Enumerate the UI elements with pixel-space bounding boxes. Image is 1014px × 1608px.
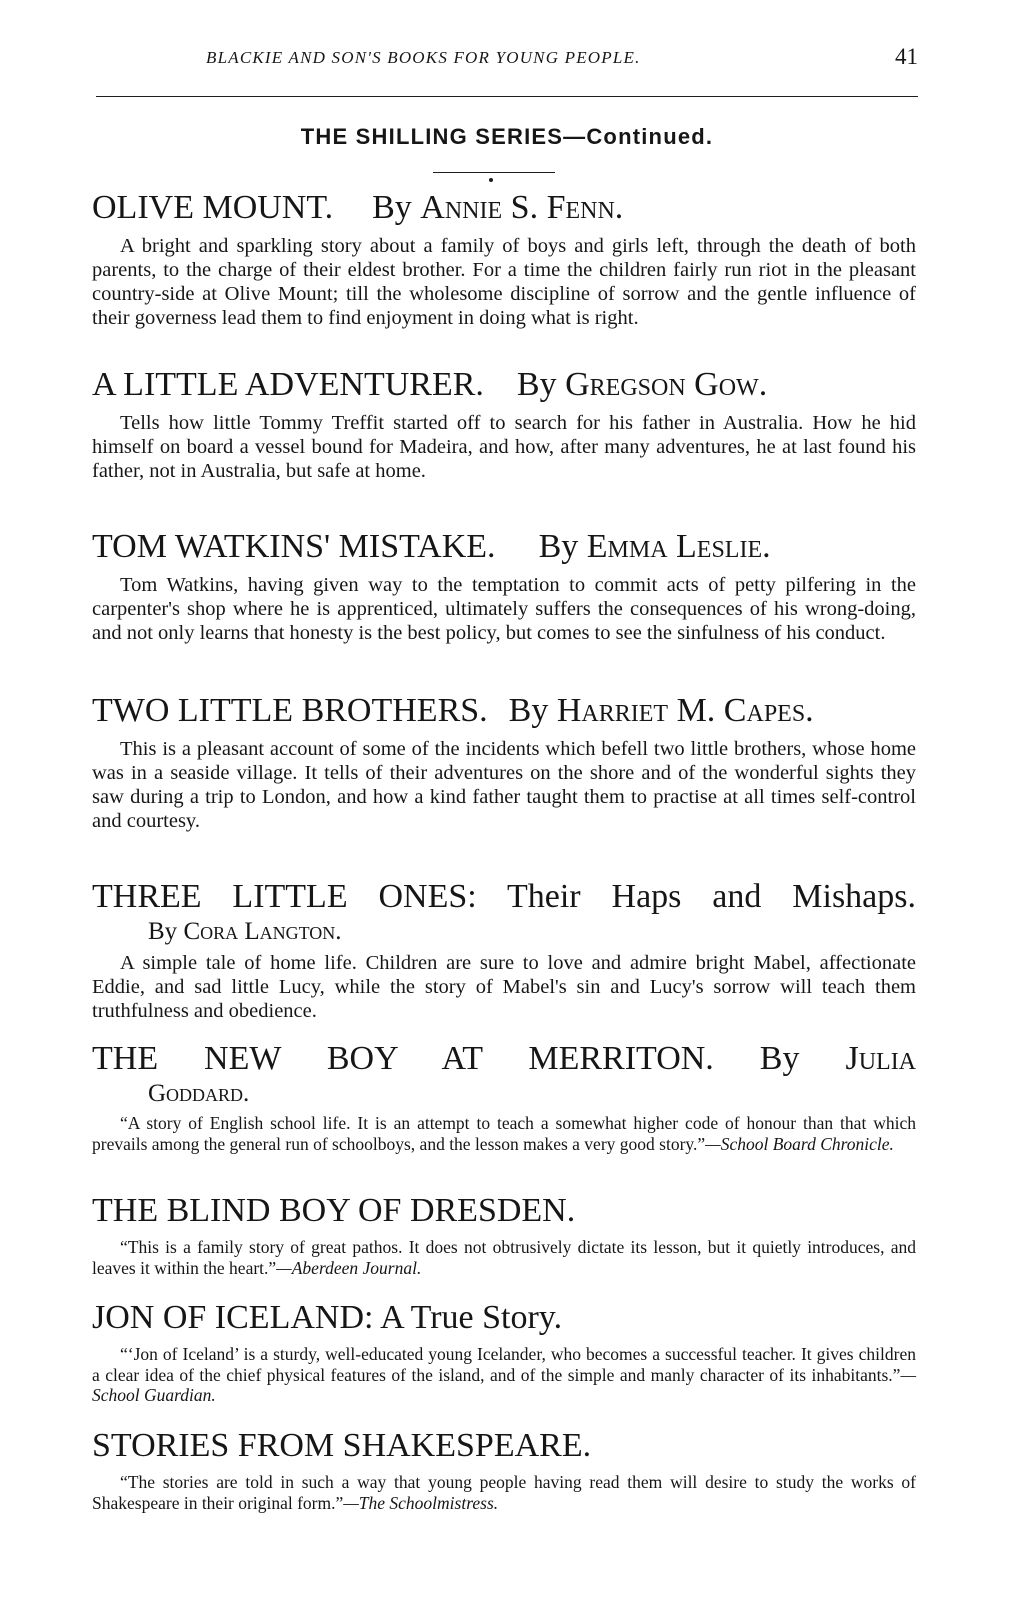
book-title: THE NEW BOY AT MERRITON.	[92, 1040, 714, 1077]
entry-two-little-brothers	[92, 690, 916, 833]
review-source: —School Board Chronicle.	[705, 1133, 894, 1154]
entry-title-line	[92, 1038, 916, 1080]
by-word: By	[372, 189, 412, 226]
book-author: Emma Leslie.	[586, 528, 771, 565]
entry-title-line	[92, 690, 916, 732]
entry-title-line	[92, 876, 916, 918]
review-source: —School Guardian.	[92, 1364, 916, 1405]
by-line	[92, 918, 916, 946]
running-head	[96, 46, 918, 76]
book-author: Cora Langton.	[183, 918, 342, 945]
page-number: 41	[895, 44, 918, 69]
entry-title-line	[92, 364, 916, 406]
press-review	[92, 1237, 916, 1278]
entry-olive-mount	[92, 187, 916, 330]
book-description: A simple tale of home life. Children are sure to love and admire bright Mabel, affectionate Eddie, and sad little Lucy, while the story of Mabel's sin and Lucy's sorrow will teach them truthfulness and obedience.	[92, 952, 916, 1022]
by-word: By	[516, 366, 557, 403]
entry-three-little-ones	[92, 876, 916, 1023]
entry-stories-from-shakespeare	[92, 1425, 916, 1513]
book-subtitle: Their Haps and Mishaps.	[507, 878, 916, 915]
press-review	[92, 1344, 916, 1406]
book-author: Harriet M. Capes.	[556, 692, 814, 729]
book-title: JON OF ICELAND:	[92, 1299, 374, 1336]
entry-title-line	[92, 187, 916, 229]
by-word: By	[508, 692, 549, 729]
by-word: By	[148, 918, 178, 945]
ornament-rule	[433, 172, 555, 173]
by-word: By	[759, 1040, 800, 1077]
book-title: TOM WATKINS' MISTAKE.	[92, 528, 496, 565]
book-author-first: Julia	[845, 1040, 917, 1077]
by-word: By	[538, 528, 579, 565]
book-subtitle: A True Story.	[380, 1299, 563, 1336]
press-review	[92, 1472, 916, 1513]
entry-title-line	[92, 526, 916, 568]
book-description: This is a pleasant account of some of the incidents which befell two little brothers, whose home was in a seaside village. It tells of their adventures on the shore and of the wonderful sights they saw during a trip to London, and how a kind father taught them to practise at all times self-control and courtesy.	[92, 738, 916, 832]
review-quote: “The stories are told in such a way that young people having read them will desire to study the works of Shakespeare in their original form.”	[92, 1472, 916, 1513]
book-title: STORIES FROM SHAKESPEARE.	[92, 1427, 592, 1464]
book-author: Annie S. Fenn.	[420, 189, 624, 226]
book-author-last: Goddard.	[148, 1080, 250, 1107]
review-quote: “This is a family story of great pathos. It does not obtrusively dictate its lesson, but it quietly introduces, and leaves it within the heart.”	[92, 1237, 916, 1278]
book-description: Tom Watkins, having given way to the temptation to commit acts of petty pilfering in the carpenter's shop where he is apprenticed, ultimately suffers the consequences of his wrong-doing, and not only learns that honesty is the best policy, but comes to see the sinfulness of his conduct.	[92, 574, 916, 644]
book-title: A LITTLE ADVENTURER.	[92, 366, 484, 403]
entry-tom-watkins-mistake	[92, 526, 916, 645]
running-head-title: BLACKIE AND SON'S BOOKS FOR YOUNG PEOPLE.	[206, 48, 641, 67]
book-title: THREE LITTLE ONES:	[92, 878, 477, 915]
entry-title-line	[92, 1297, 916, 1339]
book-title: OLIVE MOUNT.	[92, 189, 334, 226]
ornament-dot	[489, 178, 493, 182]
book-author: Gregson Gow.	[565, 366, 768, 403]
review-source: —Aberdeen Journal.	[276, 1257, 422, 1278]
series-heading: THE SHILLING SERIES—Continued.	[300, 124, 714, 149]
by-line	[92, 1080, 916, 1108]
press-review	[92, 1113, 916, 1154]
book-title: THE BLIND BOY OF DRESDEN.	[92, 1192, 576, 1229]
book-description: Tells how little Tommy Treffit started off to search for his father in Australia. How he hid himself on board a vessel bound for Madeira, and how, after many adventures, he at last found his father, not in Australia, but safe at home.	[92, 412, 916, 482]
entry-new-boy-at-merriton	[92, 1038, 916, 1154]
review-quote: “A story of English school life. It is an attempt to teach a somewhat higher code of honour than that which prevails among the general run of schoolboys, and the lesson makes a very good story.”	[92, 1113, 916, 1154]
review-source: —The Schoolmistress.	[343, 1492, 499, 1513]
entry-jon-of-iceland	[92, 1297, 916, 1406]
header-rule	[96, 96, 918, 97]
book-title: TWO LITTLE BROTHERS.	[92, 692, 488, 729]
book-description: A bright and sparkling story about a family of boys and girls left, through the death of both parents, to the charge of their eldest brother. For a time the children fairly run riot in the pleasant country-side at Olive Mount; till the wholesome discipline of sorrow and the gentle influence of their governess lead them to find enjoyment in doing what is right.	[92, 235, 916, 329]
review-quote: “‘Jon of Iceland’ is a sturdy, well-educated young Icelander, who becomes a successful teacher. It gives children a clear idea of the chief physical features of the island, and of the simple and manly character of its inhabitants.”	[92, 1344, 916, 1385]
entry-blind-boy-of-dresden	[92, 1190, 916, 1278]
entry-a-little-adventurer	[92, 364, 916, 483]
